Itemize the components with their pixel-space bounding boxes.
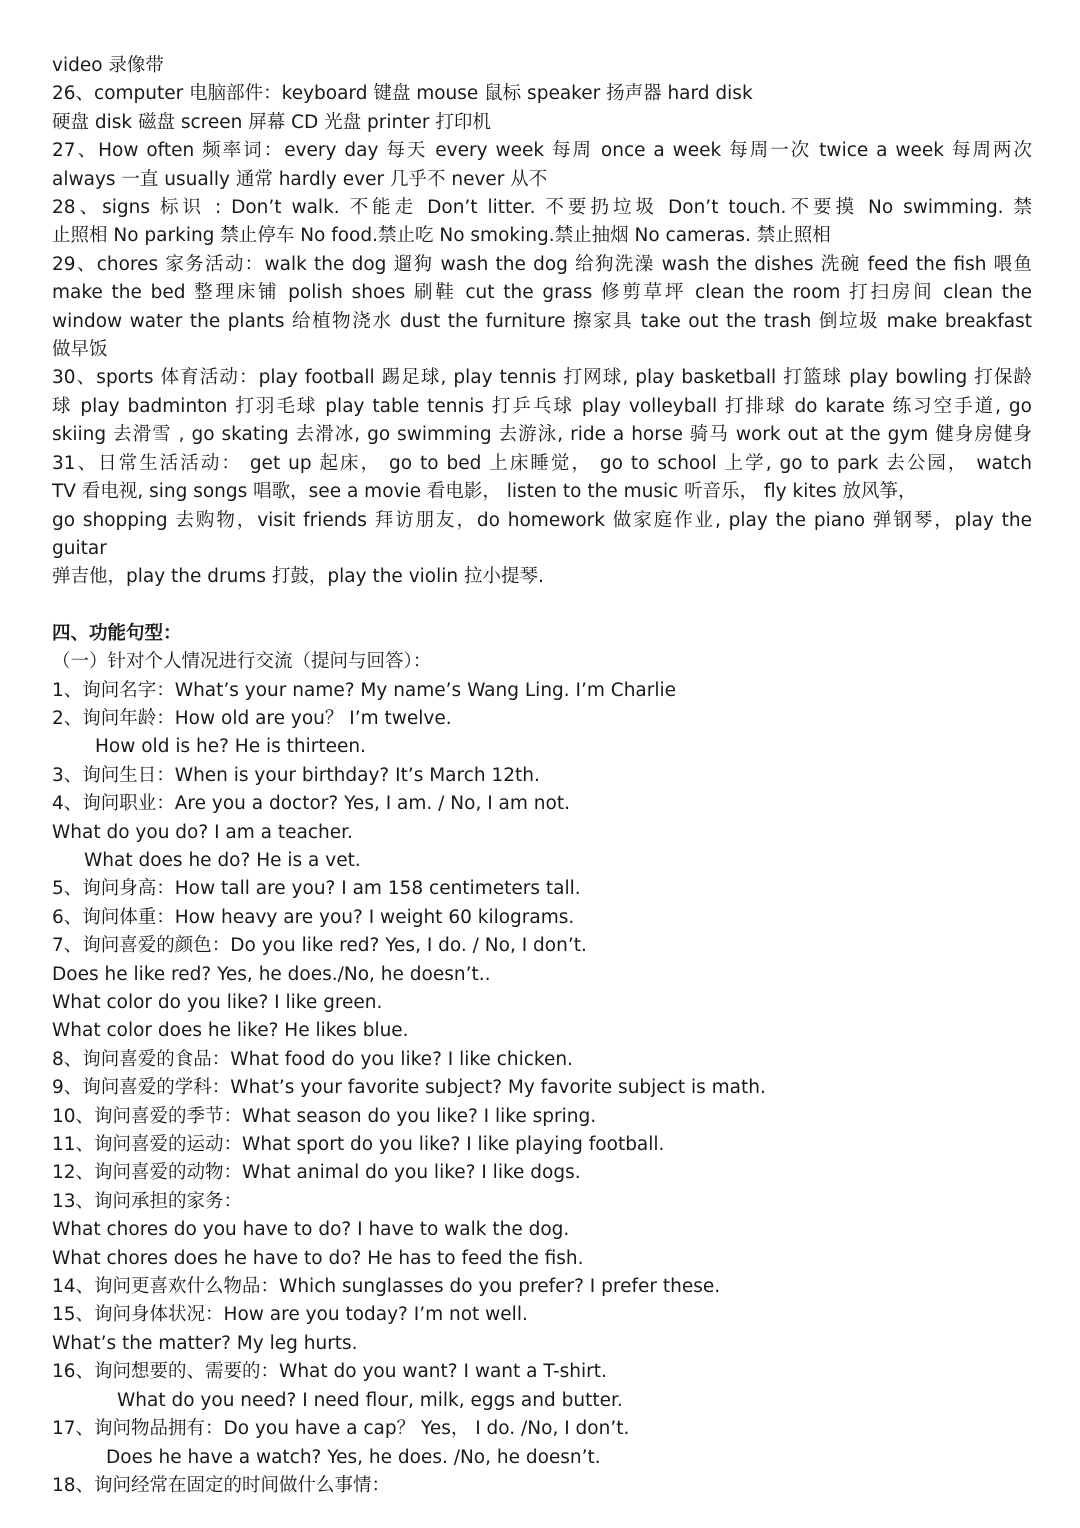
sentence-line: What’s the matter? My leg hurts.: [52, 1332, 358, 1354]
function-sentences-list: [52, 648, 1032, 1500]
document-page: [52, 52, 1032, 1500]
sentence-line: 5、询问身高：How tall are you? I am 158 centimeters tall.: [52, 878, 581, 900]
vocab-line: 弹吉他，play the drums 打鼓，play the violin 拉小提琴.: [52, 566, 544, 588]
vocab-line: 29、chores 家务活动：walk the dog 遛狗 wash the dog 给狗洗澡 wash the dishes 洗碗 feed the fish 喂鱼: [52, 253, 1032, 275]
vocab-line: video 录像带: [52, 55, 164, 76]
sentence-line: Does he like red? Yes, he does./No, he doesn’t..: [52, 963, 491, 985]
sentence-line: 18、询问经常在固定的时间做什么事情：: [52, 1474, 391, 1496]
sentence-line: 14、询问更喜欢什么物品：Which sunglasses do you prefer? I prefer these.: [52, 1276, 721, 1298]
sentence-line: What color does he like? He likes blue.: [52, 1020, 409, 1042]
sentence-line: 17、询问物品拥有：Do you have a cap？ Yes， I do. /No, I don’t.: [52, 1418, 630, 1440]
vocab-line: make the bed 整理床铺 polish shoes 刷鞋 cut the grass 修剪草坪 clean the room 打扫房间 clean the: [52, 282, 1032, 304]
vocab-line: window water the plants 给植物浇水 dust the furniture 擦家具 take out the trash 倒垃圾 make breakfast: [52, 310, 1032, 332]
sentence-line: How old is he? He is thirteen.: [95, 736, 366, 758]
section-heading: 四、功能句型：: [52, 622, 182, 644]
sentence-line: 3、询问生日：When is your birthday? It’s March 12th.: [52, 764, 540, 786]
sentence-line: 7、询问喜爱的颜色：Do you like red? Yes, I do. / No, I don’t.: [52, 935, 587, 957]
sentence-line: 12、询问喜爱的动物：What animal do you like? I like dogs.: [52, 1162, 581, 1184]
vocab-line: go shopping 去购物，visit friends 拜访朋友，do homework 做家庭作业, play the piano 弹钢琴，play the guitar: [52, 509, 1032, 559]
sentence-line: 15、询问身体状况：How are you today? I’m not well.: [52, 1304, 528, 1326]
sentence-line: What color do you like? I like green.: [52, 992, 383, 1013]
sentence-line: 10、询问喜爱的季节：What season do you like? I like spring.: [52, 1105, 597, 1127]
sentence-line: 13、询问承担的家务：: [52, 1190, 243, 1212]
vocabulary-list: [52, 52, 1032, 592]
vocab-line: TV 看电视, sing songs 唱歌，see a movie 看电影， listen to the music 听音乐， fly kites 放风筝，: [52, 481, 917, 503]
vocab-line: 26、computer 电脑部件：keyboard 键盘 mouse 鼠标 speaker 扬声器 hard disk: [52, 83, 753, 105]
vocab-line: 28、signs 标识 : Don’t walk. 不能走 Don’t litter. 不要扔垃圾 Don’t touch.不要摸 No swimming. 禁: [52, 197, 1032, 219]
sentence-line: 6、询问体重：How heavy are you? I weight 60 kilograms.: [52, 906, 575, 928]
sentence-line: What do you do? I am a teacher.: [52, 821, 353, 843]
sentence-line: 4、询问职业：Are you a doctor? Yes, I am. / No, I am not.: [52, 793, 570, 815]
sentence-line: 16、询问想要的、需要的：What do you want? I want a T-shirt.: [52, 1361, 607, 1383]
vocab-line: 31、日常生活活动： get up 起床， go to bed 上床睡觉， go to school 上学, go to park 去公园， watch: [52, 452, 1032, 474]
section-gap: [52, 592, 1032, 620]
vocab-line: 球 play badminton 打羽毛球 play table tennis 打乒乓球 play volleyball 打排球 do karate 练习空手道, go: [52, 395, 1032, 417]
sentence-line: What do you need? I need flour, milk, eggs and butter.: [117, 1389, 623, 1411]
sentence-line: 2、询问年龄：How old are you？ I’m twelve.: [52, 707, 452, 729]
sentence-line: 1、询问名字：What’s your name? My name’s Wang Ling. I’m Charlie: [52, 679, 677, 701]
sentence-line: 8、询问喜爱的食品：What food do you like? I like chicken.: [52, 1048, 573, 1070]
vocab-line: 止照相 No parking 禁止停车 No food.禁止吃 No smoking.禁止抽烟 No cameras. 禁止照相: [52, 225, 831, 247]
vocab-line: 做早饭: [52, 339, 108, 361]
sentence-line: 11、询问喜爱的运动：What sport do you like? I like playing football.: [52, 1134, 665, 1156]
sentence-line: What chores does he have to do? He has to feed the fish.: [52, 1247, 584, 1269]
vocab-line: skiing 去滑雪 , go skating 去滑冰, go swimming 去游泳, ride a horse 骑马 work out at the gym 健身房健身: [52, 424, 1032, 446]
vocab-line: 27、How often 频率词：every day 每天 every week 每周 once a week 每周一次 twice a week 每周两次: [52, 140, 1032, 162]
vocab-line: always 一直 usually 通常 hardly ever 几乎不 never 从不: [52, 168, 548, 190]
sentence-line: Does he have a watch? Yes, he does. /No, he doesn’t.: [106, 1446, 601, 1468]
sentence-line: What does he do? He is a vet.: [84, 849, 361, 871]
sentence-line: 9、询问喜爱的学科：What’s your favorite subject? My favorite subject is math.: [52, 1077, 766, 1099]
vocab-line: 硬盘 disk 磁盘 screen 屏幕 CD 光盘 printer 打印机: [52, 111, 491, 133]
vocab-line: 30、sports 体育活动：play football 踢足球, play tennis 打网球, play basketball 打篮球 play bowling 打保龄: [52, 367, 1032, 389]
sentence-line: What chores do you have to do? I have to walk the dog.: [52, 1219, 570, 1241]
sentence-line: （一）针对个人情况进行交流（提问与回答）：: [52, 651, 432, 673]
